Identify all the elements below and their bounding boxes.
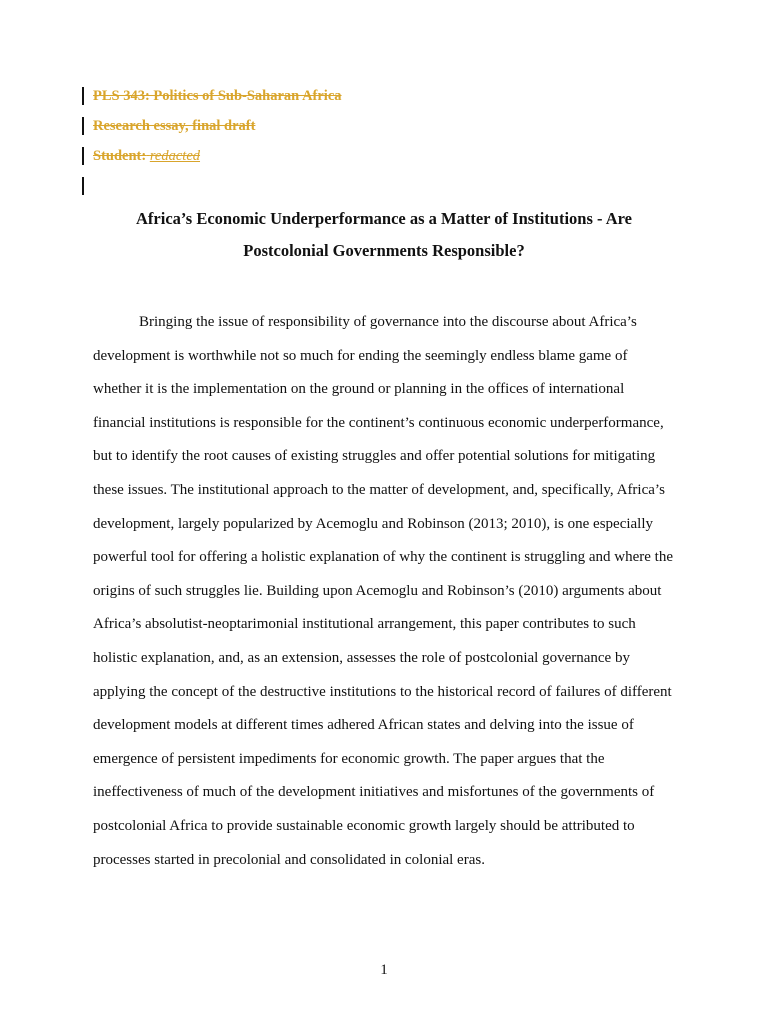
text-cursor xyxy=(82,177,84,195)
student-line xyxy=(82,144,342,174)
assignment-name: Research essay, final draft xyxy=(93,118,256,134)
change-bar xyxy=(82,117,84,135)
change-bar xyxy=(82,87,84,105)
student-label: Student: xyxy=(93,148,147,164)
student-value: redacted xyxy=(149,148,201,164)
body-text xyxy=(93,306,673,877)
essay-title xyxy=(60,203,708,267)
title-line-1: Africa’s Economic Underperformance as a Matter of Institutions - Are xyxy=(136,209,632,228)
body-paragraph: Bringing the issue of responsibility of governance into the discourse about Africa’s development is worthwhile not so much for ending the seemingly endless blame game of whether it is the implementation on the ground or planning in the offices of international financial institutions is responsible for the continent’s continuous economic underperformance, but to identify the root causes of existing struggles and offer potential solutions for mitigating these issues. The institutional approach to the matter of development, and, specifically, Africa’s development, largely popularized by Acemoglu and Robinson (2013; 2010), is one especially powerful tool for offering a holistic explanation of why the continent is struggling and where the origins of such struggles lie. Building upon Acemoglu and Robinson’s (2010) arguments about Africa’s absolutist-neoptarimonial institutional arrangement, this paper contributes to such holistic explanation, and, as an extension, assesses the role of postcolonial governance by applying the concept of the destructive institutions to the historical record of failures of different development models at different times adhered African states and delving into the issue of emergence of persistent impediments for economic growth. The paper argues that the ineffectiveness of much of the development initiatives and misfortunes of the governments of postcolonial Africa to provide sustainable economic growth largely should be attributed to processes started in precolonial and consolidated in colonial eras. xyxy=(93,314,673,868)
course-line xyxy=(82,84,342,114)
page-number: 1 xyxy=(380,962,388,978)
header-block xyxy=(82,84,342,204)
assignment-line xyxy=(82,114,342,144)
empty-line[interactable] xyxy=(82,174,342,204)
title-line-2: Postcolonial Governments Responsible? xyxy=(243,241,525,260)
change-bar xyxy=(82,147,84,165)
course-name: PLS 343: Politics of Sub-Saharan Africa xyxy=(93,88,342,104)
